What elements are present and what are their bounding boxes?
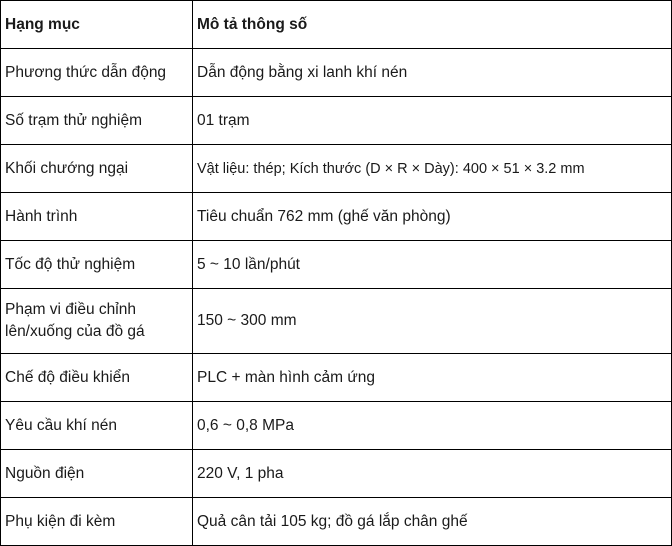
cell-item: Yêu cầu khí nén: [1, 402, 193, 450]
cell-description: Tiêu chuẩn 762 mm (ghế văn phòng): [193, 193, 672, 241]
table-row: [1, 289, 672, 354]
header-item: Hạng mục: [1, 1, 193, 49]
cell-item: Chế độ điều khiển: [1, 354, 193, 402]
cell-description: 150 ~ 300 mm: [193, 289, 672, 354]
cell-item: Nguồn điện: [1, 450, 193, 498]
table-row: [1, 145, 672, 193]
cell-item: Tốc độ thử nghiệm: [1, 241, 193, 289]
cell-description: Vật liệu: thép; Kích thước (D × R × Dày): 400 × 51 × 3.2 mm: [193, 145, 672, 193]
cell-item: Hành trình: [1, 193, 193, 241]
cell-description: 01 trạm: [193, 97, 672, 145]
cell-description: 220 V, 1 pha: [193, 450, 672, 498]
cell-description: 0,6 ~ 0,8 MPa: [193, 402, 672, 450]
table-row: [1, 97, 672, 145]
cell-description: 5 ~ 10 lần/phút: [193, 241, 672, 289]
cell-description: Dẫn động bằng xi lanh khí nén: [193, 49, 672, 97]
table-header-row: [1, 1, 672, 49]
cell-item: Phương thức dẫn động: [1, 49, 193, 97]
table-row: [1, 450, 672, 498]
header-description: Mô tả thông số: [193, 1, 672, 49]
table-row: [1, 193, 672, 241]
table-row: [1, 354, 672, 402]
cell-item: Phụ kiện đi kèm: [1, 498, 193, 546]
cell-item: Số trạm thử nghiệm: [1, 97, 193, 145]
cell-description: Quả cân tải 105 kg; đồ gá lắp chân ghế: [193, 498, 672, 546]
table-row: [1, 498, 672, 546]
table-row: [1, 402, 672, 450]
table-row: [1, 241, 672, 289]
cell-item: Phạm vi điều chỉnh lên/xuống của đồ gá: [1, 289, 193, 354]
table-row: [1, 49, 672, 97]
cell-item: Khối chướng ngại: [1, 145, 193, 193]
cell-description: PLC + màn hình cảm ứng: [193, 354, 672, 402]
